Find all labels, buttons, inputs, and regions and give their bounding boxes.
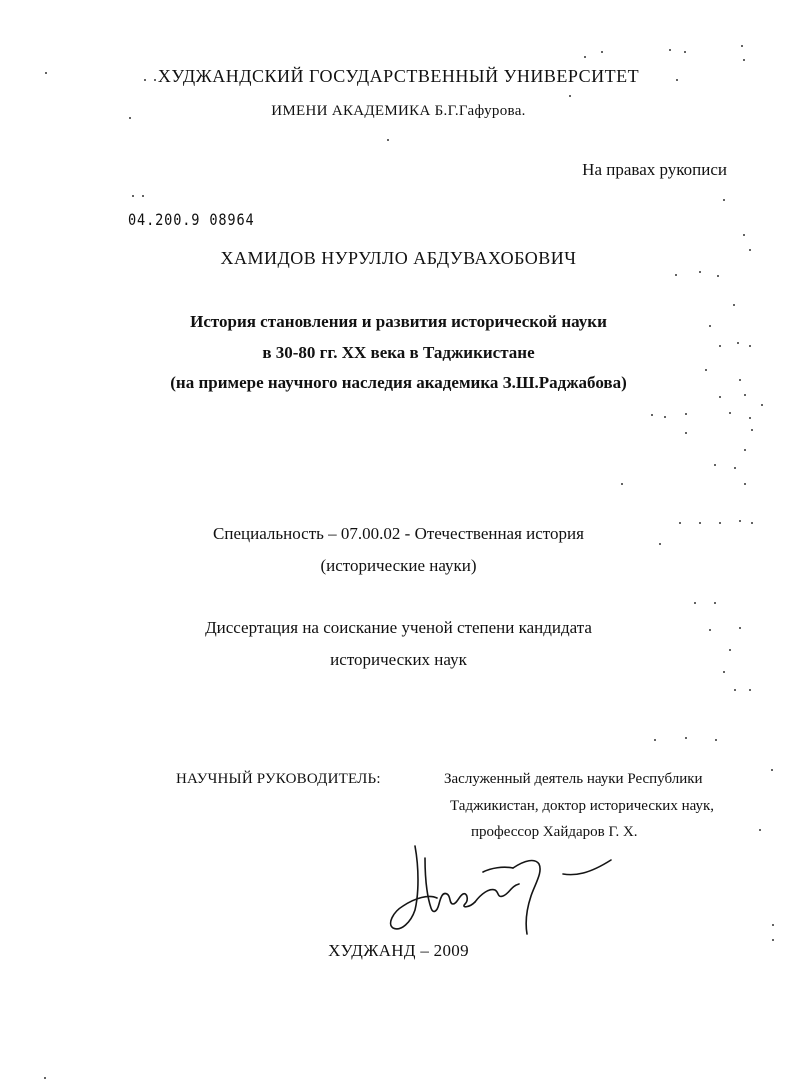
supervisor-label: НАУЧНЫЙ РУКОВОДИТЕЛЬ:	[176, 771, 381, 787]
handwritten-signature	[385, 838, 615, 938]
university-name: ХУДЖАНДСКИЙ ГОСУДАРСТВЕННЫЙ УНИВЕРСИТЕТ	[157, 66, 640, 86]
degree-statement-line-1: Диссертация на соискание ученой степени кандидата	[205, 618, 592, 637]
supervisor-credentials-line-2: Таджикистан, доктор исторических наук,	[450, 798, 715, 814]
manuscript-rights-note: На правах рукописи	[582, 160, 727, 179]
specialty-line: Специальность – 07.00.02 - Отечественная история	[213, 524, 584, 543]
dissertation-title-line-2: в 30-80 гг. XX века в Таджикистане	[262, 343, 535, 362]
dissertation-title-line-3: (на примере научного наследия академика З.Ш.Раджабова)	[170, 373, 627, 392]
supervisor-credentials-line-3: профессор Хайдаров Г. Х.	[471, 824, 638, 840]
author-name: ХАМИДОВ НУРУЛЛО АБДУВАХОБОВИЧ	[220, 248, 577, 268]
university-named-after: ИМЕНИ АКАДЕМИКА Б.Г.Гафурова.	[271, 103, 526, 119]
catalog-number: 04.200.9 08964	[128, 210, 255, 229]
degree-statement-line-2: исторических наук	[330, 650, 467, 669]
dissertation-title-line-1: История становления и развития исторической науки	[190, 312, 607, 331]
supervisor-credentials-line-1: Заслуженный деятель науки Республики	[444, 771, 703, 787]
city-year: ХУДЖАНД – 2009	[328, 941, 469, 960]
specialty-field: (исторические науки)	[320, 556, 477, 575]
